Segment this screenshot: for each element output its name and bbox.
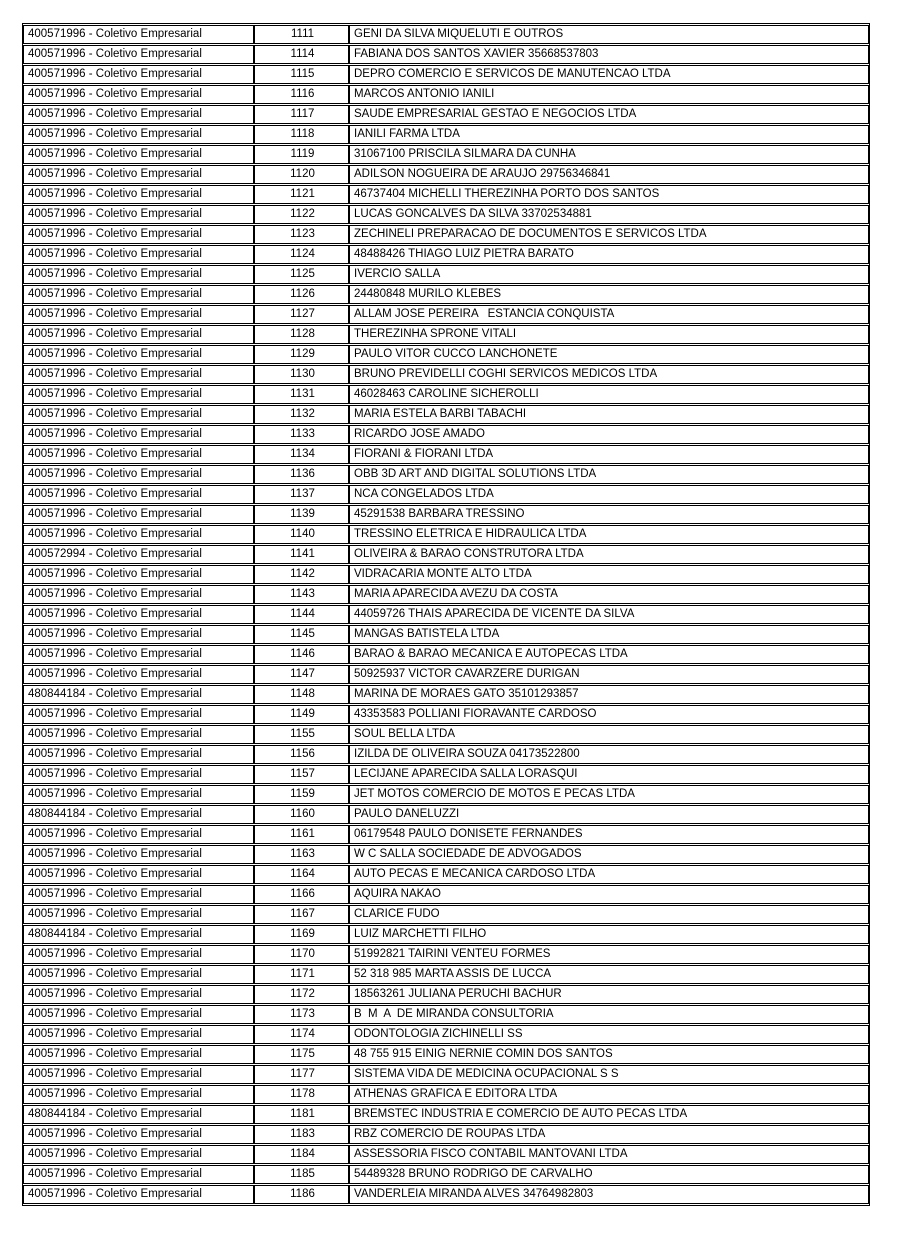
code-cell: 1127 xyxy=(254,305,349,324)
contract-cell: 400571996 - Coletivo Empresarial xyxy=(23,745,254,764)
table-body xyxy=(23,25,869,1204)
name-cell: PAULO VITOR CUCCO LANCHONETE xyxy=(349,345,869,364)
name-cell: MARINA DE MORAES GATO 35101293857 xyxy=(349,685,869,704)
code-cell: 1161 xyxy=(254,825,349,844)
code-cell: 1139 xyxy=(254,505,349,524)
code-cell: 1116 xyxy=(254,85,349,104)
contract-cell: 400571996 - Coletivo Empresarial xyxy=(23,265,254,284)
code-cell: 1130 xyxy=(254,365,349,384)
code-cell: 1119 xyxy=(254,145,349,164)
contract-cell: 400571996 - Coletivo Empresarial xyxy=(23,785,254,804)
code-cell: 1131 xyxy=(254,385,349,404)
code-cell: 1134 xyxy=(254,445,349,464)
name-cell: ADILSON NOGUEIRA DE ARAUJO 29756346841 xyxy=(349,165,869,184)
name-cell: DEPRO COMERCIO E SERVICOS DE MANUTENCAO LTDA xyxy=(349,65,869,84)
code-cell: 1169 xyxy=(254,925,349,944)
table-row xyxy=(23,945,869,964)
table-row xyxy=(23,465,869,484)
name-cell: 48488426 THIAGO LUIZ PIETRA BARATO xyxy=(349,245,869,264)
name-cell: 43353583 POLLIANI FIORAVANTE CARDOSO xyxy=(349,705,869,724)
name-cell: CLARICE FUDO xyxy=(349,905,869,924)
contract-cell: 400571996 - Coletivo Empresarial xyxy=(23,65,254,84)
name-cell: IANILI FARMA LTDA xyxy=(349,125,869,144)
code-cell: 1172 xyxy=(254,985,349,1004)
table-row xyxy=(23,1005,869,1024)
contract-cell: 400571996 - Coletivo Empresarial xyxy=(23,485,254,504)
code-cell: 1186 xyxy=(254,1185,349,1204)
table-row xyxy=(23,425,869,444)
contract-cell: 400571996 - Coletivo Empresarial xyxy=(23,865,254,884)
code-cell: 1132 xyxy=(254,405,349,424)
code-cell: 1173 xyxy=(254,1005,349,1024)
name-cell: 52 318 985 MARTA ASSIS DE LUCCA xyxy=(349,965,869,984)
table-row xyxy=(23,85,869,104)
code-cell: 1177 xyxy=(254,1065,349,1084)
contract-cell: 400571996 - Coletivo Empresarial xyxy=(23,145,254,164)
name-cell: ATHENAS GRAFICA E EDITORA LTDA xyxy=(349,1085,869,1104)
contract-cell: 400571996 - Coletivo Empresarial xyxy=(23,725,254,744)
name-cell: MARIA ESTELA BARBI TABACHI xyxy=(349,405,869,424)
contract-cell: 400572994 - Coletivo Empresarial xyxy=(23,545,254,564)
code-cell: 1181 xyxy=(254,1105,349,1124)
table-row xyxy=(23,285,869,304)
contract-cell: 400571996 - Coletivo Empresarial xyxy=(23,1065,254,1084)
name-cell: 31067100 PRISCILA SILMARA DA CUNHA xyxy=(349,145,869,164)
code-cell: 1166 xyxy=(254,885,349,904)
name-cell: 18563261 JULIANA PERUCHI BACHUR xyxy=(349,985,869,1004)
table-row xyxy=(23,145,869,164)
name-cell: IVERCIO SALLA xyxy=(349,265,869,284)
table-row xyxy=(23,185,869,204)
contract-cell: 400571996 - Coletivo Empresarial xyxy=(23,45,254,64)
code-cell: 1175 xyxy=(254,1045,349,1064)
table-row xyxy=(23,965,869,984)
code-cell: 1163 xyxy=(254,845,349,864)
table-row xyxy=(23,505,869,524)
table-row xyxy=(23,1045,869,1064)
table-row xyxy=(23,305,869,324)
contract-cell: 400571996 - Coletivo Empresarial xyxy=(23,285,254,304)
name-cell: ASSESSORIA FISCO CONTABIL MANTOVANI LTDA xyxy=(349,1145,869,1164)
contract-cell: 400571996 - Coletivo Empresarial xyxy=(23,405,254,424)
contract-cell: 400571996 - Coletivo Empresarial xyxy=(23,385,254,404)
code-cell: 1155 xyxy=(254,725,349,744)
contract-cell: 400571996 - Coletivo Empresarial xyxy=(23,185,254,204)
table-row xyxy=(23,485,869,504)
table-row xyxy=(23,545,869,564)
code-cell: 1164 xyxy=(254,865,349,884)
contract-cell: 400571996 - Coletivo Empresarial xyxy=(23,1085,254,1104)
table-row xyxy=(23,1185,869,1204)
table-row xyxy=(23,565,869,584)
document-page xyxy=(22,23,870,1206)
code-cell: 1111 xyxy=(254,25,349,44)
code-cell: 1136 xyxy=(254,465,349,484)
table-row xyxy=(23,785,869,804)
name-cell: VIDRACARIA MONTE ALTO LTDA xyxy=(349,565,869,584)
code-cell: 1118 xyxy=(254,125,349,144)
code-cell: 1174 xyxy=(254,1025,349,1044)
contract-cell: 400571996 - Coletivo Empresarial xyxy=(23,605,254,624)
name-cell: RBZ COMERCIO DE ROUPAS LTDA xyxy=(349,1125,869,1144)
contract-cell: 400571996 - Coletivo Empresarial xyxy=(23,825,254,844)
code-cell: 1184 xyxy=(254,1145,349,1164)
name-cell: BREMSTEC INDUSTRIA E COMERCIO DE AUTO PECAS LTDA xyxy=(349,1105,869,1124)
contract-cell: 400571996 - Coletivo Empresarial xyxy=(23,125,254,144)
name-cell: B M A DE MIRANDA CONSULTORIA xyxy=(349,1005,869,1024)
table-row xyxy=(23,605,869,624)
name-cell: IZILDA DE OLIVEIRA SOUZA 04173522800 xyxy=(349,745,869,764)
contract-cell: 400571996 - Coletivo Empresarial xyxy=(23,665,254,684)
contracts-table xyxy=(22,23,870,1206)
contract-cell: 480844184 - Coletivo Empresarial xyxy=(23,1105,254,1124)
table-row xyxy=(23,925,869,944)
code-cell: 1148 xyxy=(254,685,349,704)
name-cell: LUIZ MARCHETTI FILHO xyxy=(349,925,869,944)
name-cell: GENI DA SILVA MIQUELUTI E OUTROS xyxy=(349,25,869,44)
table-row xyxy=(23,525,869,544)
name-cell: 24480848 MURILO KLEBES xyxy=(349,285,869,304)
code-cell: 1142 xyxy=(254,565,349,584)
code-cell: 1121 xyxy=(254,185,349,204)
table-row xyxy=(23,1125,869,1144)
name-cell: 45291538 BARBARA TRESSINO xyxy=(349,505,869,524)
code-cell: 1120 xyxy=(254,165,349,184)
name-cell: SISTEMA VIDA DE MEDICINA OCUPACIONAL S S xyxy=(349,1065,869,1084)
name-cell: VANDERLEIA MIRANDA ALVES 34764982803 xyxy=(349,1185,869,1204)
code-cell: 1160 xyxy=(254,805,349,824)
contract-cell: 400571996 - Coletivo Empresarial xyxy=(23,205,254,224)
name-cell: SAUDE EMPRESARIAL GESTAO E NEGOCIOS LTDA xyxy=(349,105,869,124)
table-row xyxy=(23,845,869,864)
contract-cell: 400571996 - Coletivo Empresarial xyxy=(23,1045,254,1064)
table-row xyxy=(23,45,869,64)
contract-cell: 400571996 - Coletivo Empresarial xyxy=(23,905,254,924)
code-cell: 1125 xyxy=(254,265,349,284)
contract-cell: 400571996 - Coletivo Empresarial xyxy=(23,325,254,344)
name-cell: 54489328 BRUNO RODRIGO DE CARVALHO xyxy=(349,1165,869,1184)
table-row xyxy=(23,1165,869,1184)
table-row xyxy=(23,1105,869,1124)
contract-cell: 400571996 - Coletivo Empresarial xyxy=(23,1165,254,1184)
table-row xyxy=(23,905,869,924)
name-cell: MANGAS BATISTELA LTDA xyxy=(349,625,869,644)
table-row xyxy=(23,205,869,224)
contract-cell: 400571996 - Coletivo Empresarial xyxy=(23,845,254,864)
table-row xyxy=(23,825,869,844)
code-cell: 1183 xyxy=(254,1125,349,1144)
name-cell: OLIVEIRA & BARAO CONSTRUTORA LTDA xyxy=(349,545,869,564)
contract-cell: 400571996 - Coletivo Empresarial xyxy=(23,365,254,384)
table-row xyxy=(23,405,869,424)
name-cell: ALLAM JOSE PEREIRA ESTANCIA CONQUISTA xyxy=(349,305,869,324)
table-row xyxy=(23,705,869,724)
name-cell: RICARDO JOSE AMADO xyxy=(349,425,869,444)
table-row xyxy=(23,25,869,44)
contract-cell: 400571996 - Coletivo Empresarial xyxy=(23,985,254,1004)
name-cell: MARIA APARECIDA AVEZU DA COSTA xyxy=(349,585,869,604)
table-row xyxy=(23,345,869,364)
table-row xyxy=(23,685,869,704)
table-row xyxy=(23,765,869,784)
table-row xyxy=(23,265,869,284)
code-cell: 1159 xyxy=(254,785,349,804)
contract-cell: 400571996 - Coletivo Empresarial xyxy=(23,1005,254,1024)
name-cell: BRUNO PREVIDELLI COGHI SERVICOS MEDICOS LTDA xyxy=(349,365,869,384)
name-cell: AUTO PECAS E MECANICA CARDOSO LTDA xyxy=(349,865,869,884)
name-cell: 46028463 CAROLINE SICHEROLLI xyxy=(349,385,869,404)
contract-cell: 400571996 - Coletivo Empresarial xyxy=(23,245,254,264)
name-cell: 51992821 TAIRINI VENTEU FORMES xyxy=(349,945,869,964)
code-cell: 1185 xyxy=(254,1165,349,1184)
name-cell: FABIANA DOS SANTOS XAVIER 35668537803 xyxy=(349,45,869,64)
code-cell: 1133 xyxy=(254,425,349,444)
code-cell: 1115 xyxy=(254,65,349,84)
table-row xyxy=(23,1085,869,1104)
table-row xyxy=(23,65,869,84)
name-cell: W C SALLA SOCIEDADE DE ADVOGADOS xyxy=(349,845,869,864)
table-row xyxy=(23,865,869,884)
name-cell: 44059726 THAIS APARECIDA DE VICENTE DA SILVA xyxy=(349,605,869,624)
name-cell: THEREZINHA SPRONE VITALI xyxy=(349,325,869,344)
name-cell: LECIJANE APARECIDA SALLA LORASQUI xyxy=(349,765,869,784)
code-cell: 1143 xyxy=(254,585,349,604)
table-row xyxy=(23,665,869,684)
contract-cell: 400571996 - Coletivo Empresarial xyxy=(23,445,254,464)
table-row xyxy=(23,1145,869,1164)
code-cell: 1129 xyxy=(254,345,349,364)
contract-cell: 400571996 - Coletivo Empresarial xyxy=(23,885,254,904)
contract-cell: 480844184 - Coletivo Empresarial xyxy=(23,805,254,824)
contract-cell: 400571996 - Coletivo Empresarial xyxy=(23,1145,254,1164)
table-row xyxy=(23,445,869,464)
contract-cell: 480844184 - Coletivo Empresarial xyxy=(23,685,254,704)
contract-cell: 480844184 - Coletivo Empresarial xyxy=(23,925,254,944)
contract-cell: 400571996 - Coletivo Empresarial xyxy=(23,425,254,444)
name-cell: PAULO DANELUZZI xyxy=(349,805,869,824)
table-row xyxy=(23,125,869,144)
code-cell: 1141 xyxy=(254,545,349,564)
name-cell: AQUIRA NAKAO xyxy=(349,885,869,904)
table-row xyxy=(23,365,869,384)
code-cell: 1171 xyxy=(254,965,349,984)
table-row xyxy=(23,105,869,124)
contract-cell: 400571996 - Coletivo Empresarial xyxy=(23,345,254,364)
contract-cell: 400571996 - Coletivo Empresarial xyxy=(23,305,254,324)
table-row xyxy=(23,625,869,644)
code-cell: 1145 xyxy=(254,625,349,644)
contract-cell: 400571996 - Coletivo Empresarial xyxy=(23,585,254,604)
table-row xyxy=(23,725,869,744)
code-cell: 1123 xyxy=(254,225,349,244)
table-row xyxy=(23,645,869,664)
table-row xyxy=(23,325,869,344)
contract-cell: 400571996 - Coletivo Empresarial xyxy=(23,645,254,664)
name-cell: 46737404 MICHELLI THEREZINHA PORTO DOS SANTOS xyxy=(349,185,869,204)
table-row xyxy=(23,1065,869,1084)
table-row xyxy=(23,985,869,1004)
table-row xyxy=(23,165,869,184)
code-cell: 1128 xyxy=(254,325,349,344)
table-row xyxy=(23,745,869,764)
contract-cell: 400571996 - Coletivo Empresarial xyxy=(23,565,254,584)
name-cell: 48 755 915 EINIG NERNIE COMIN DOS SANTOS xyxy=(349,1045,869,1064)
contract-cell: 400571996 - Coletivo Empresarial xyxy=(23,525,254,544)
contract-cell: 400571996 - Coletivo Empresarial xyxy=(23,165,254,184)
code-cell: 1124 xyxy=(254,245,349,264)
table-row xyxy=(23,1025,869,1044)
contract-cell: 400571996 - Coletivo Empresarial xyxy=(23,705,254,724)
name-cell: LUCAS GONCALVES DA SILVA 33702534881 xyxy=(349,205,869,224)
code-cell: 1167 xyxy=(254,905,349,924)
code-cell: 1147 xyxy=(254,665,349,684)
code-cell: 1122 xyxy=(254,205,349,224)
table-row xyxy=(23,885,869,904)
name-cell: OBB 3D ART AND DIGITAL SOLUTIONS LTDA xyxy=(349,465,869,484)
contract-cell: 400571996 - Coletivo Empresarial xyxy=(23,625,254,644)
name-cell: FIORANI & FIORANI LTDA xyxy=(349,445,869,464)
contract-cell: 400571996 - Coletivo Empresarial xyxy=(23,1125,254,1144)
name-cell: 06179548 PAULO DONISETE FERNANDES xyxy=(349,825,869,844)
contract-cell: 400571996 - Coletivo Empresarial xyxy=(23,85,254,104)
code-cell: 1144 xyxy=(254,605,349,624)
table-row xyxy=(23,225,869,244)
name-cell: BARAO & BARAO MECANICA E AUTOPECAS LTDA xyxy=(349,645,869,664)
code-cell: 1156 xyxy=(254,745,349,764)
contract-cell: 400571996 - Coletivo Empresarial xyxy=(23,1185,254,1204)
name-cell: ZECHINELI PREPARACAO DE DOCUMENTOS E SERVICOS LTDA xyxy=(349,225,869,244)
contract-cell: 400571996 - Coletivo Empresarial xyxy=(23,25,254,44)
name-cell: SOUL BELLA LTDA xyxy=(349,725,869,744)
name-cell: 50925937 VICTOR CAVARZERE DURIGAN xyxy=(349,665,869,684)
contract-cell: 400571996 - Coletivo Empresarial xyxy=(23,465,254,484)
code-cell: 1126 xyxy=(254,285,349,304)
code-cell: 1140 xyxy=(254,525,349,544)
contract-cell: 400571996 - Coletivo Empresarial xyxy=(23,1025,254,1044)
contract-cell: 400571996 - Coletivo Empresarial xyxy=(23,505,254,524)
name-cell: MARCOS ANTONIO IANILI xyxy=(349,85,869,104)
code-cell: 1149 xyxy=(254,705,349,724)
code-cell: 1114 xyxy=(254,45,349,64)
name-cell: ODONTOLOGIA ZICHINELLI SS xyxy=(349,1025,869,1044)
contract-cell: 400571996 - Coletivo Empresarial xyxy=(23,945,254,964)
code-cell: 1146 xyxy=(254,645,349,664)
table-row xyxy=(23,585,869,604)
code-cell: 1137 xyxy=(254,485,349,504)
code-cell: 1178 xyxy=(254,1085,349,1104)
table-row xyxy=(23,805,869,824)
table-row xyxy=(23,385,869,404)
contract-cell: 400571996 - Coletivo Empresarial xyxy=(23,765,254,784)
contract-cell: 400571996 - Coletivo Empresarial xyxy=(23,225,254,244)
code-cell: 1117 xyxy=(254,105,349,124)
name-cell: TRESSINO ELETRICA E HIDRAULICA LTDA xyxy=(349,525,869,544)
table-row xyxy=(23,245,869,264)
code-cell: 1157 xyxy=(254,765,349,784)
contract-cell: 400571996 - Coletivo Empresarial xyxy=(23,965,254,984)
name-cell: NCA CONGELADOS LTDA xyxy=(349,485,869,504)
code-cell: 1170 xyxy=(254,945,349,964)
name-cell: JET MOTOS COMERCIO DE MOTOS E PECAS LTDA xyxy=(349,785,869,804)
contract-cell: 400571996 - Coletivo Empresarial xyxy=(23,105,254,124)
